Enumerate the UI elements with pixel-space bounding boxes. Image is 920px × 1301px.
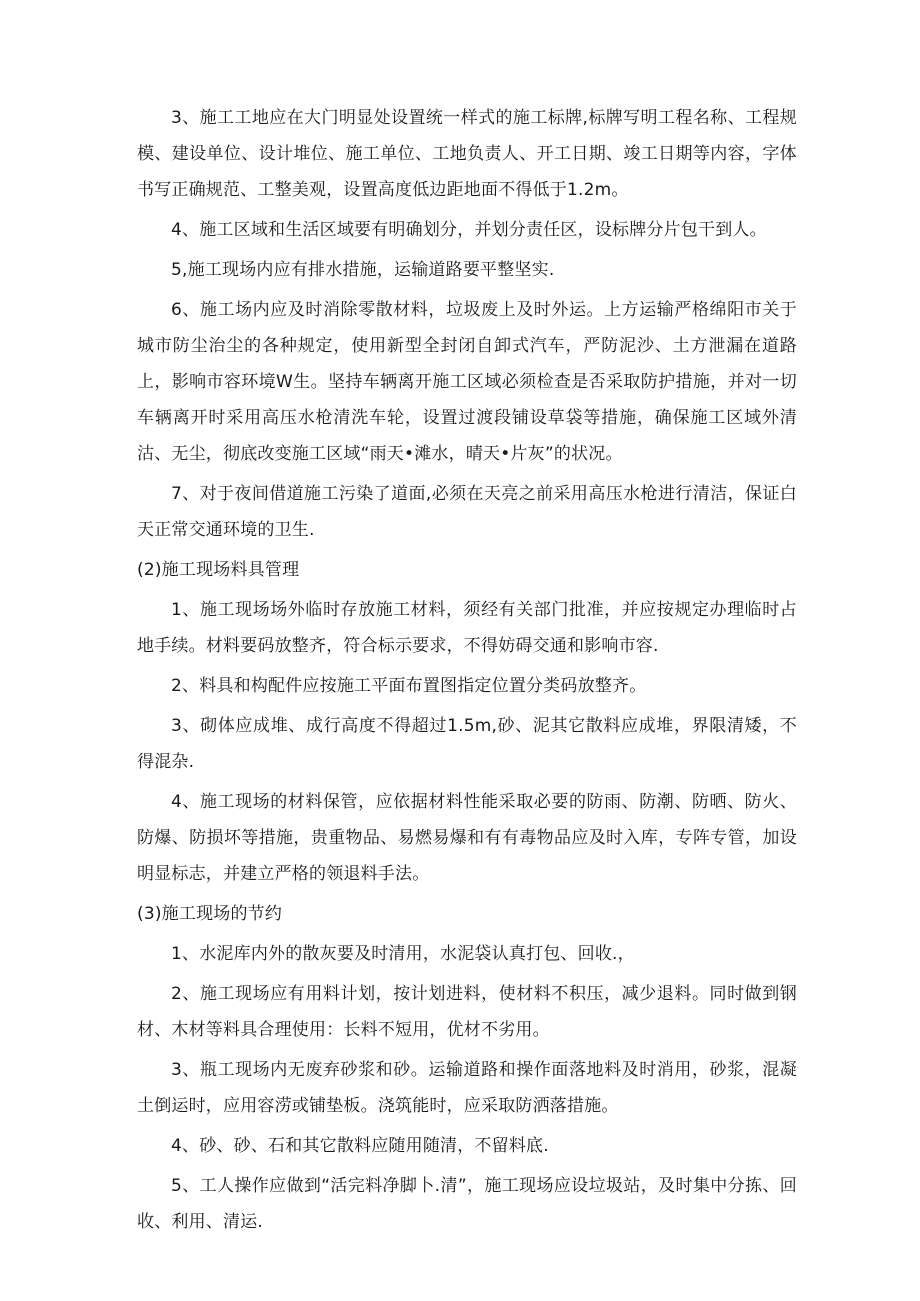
paragraph-signage-rule: 3、施工工地应在大门明显处设置统一样式的施工标牌,标牌写明工程名称、工程规模、建设单位、设计堆位、施工单位、工地负责人、开工日期、竣工日期等内容，字体书写正确规范、工整美观，设置高度低边距地面不得低于1.2m。 bbox=[137, 108, 797, 200]
paragraph-mortar-waste: 3、瓶工现场内无废弃砂浆和砂。运输道路和操作面落地料及时消用，砂浆，混凝土倒运时，应用容涝或铺垫板。浇筑能时，应采取防洒落措施。 bbox=[137, 1060, 797, 1116]
paragraph-material-plan: 2、施工现场应有用料计划，按计划进料，使材料不积压，减少退料。同时做到钢材、木材等料具合理使用：长料不短用，优材不劣用。 bbox=[137, 984, 797, 1040]
section-heading-site-saving: (3)施工现场的节约 bbox=[137, 904, 283, 924]
paragraph-loose-materials: 4、砂、砂、石和其它散料应随用随清，不留料底. bbox=[171, 1136, 549, 1156]
paragraph-offsite-storage: 1、施工现场场外临时存放施工材料，须经有关部门批准，并应按规定办理临时占地手续。材料要码放整齐，符合标示要求，不得妨碍交通和影响市容. bbox=[137, 600, 797, 656]
paragraph-masonry-stacking: 3、砌体应成堆、成行高度不得超过1.5m,砂、泥其它散料应成堆，界限清矮，不得混杂. bbox=[137, 716, 797, 772]
document-body bbox=[137, 100, 797, 1244]
paragraph-material-storage: 4、施工现场的材料保管，应依据材料性能采取必要的防雨、防潮、防晒、防火、防爆、防损坏等措施，贵重物品、易燃易爆和有有毒物品应及时入库，专阵专管，加设明显标志，并建立严格的领退料手法。 bbox=[137, 792, 797, 884]
paragraph-component-stacking: 2、料具和构配件应按施工平面布置图指定位置分类码放整齐。 bbox=[171, 676, 647, 696]
paragraph-cement-cleanup: 1、水泥库内外的散灰要及时清用，水泥袋认真打包、回收.， bbox=[171, 944, 635, 964]
paragraph-zone-division: 4、施工区域和生活区域要有明确划分，并划分责任区，设标牌分片包干到人。 bbox=[171, 220, 767, 240]
section-heading-materials-management: (2)施工现场料具管理 bbox=[137, 560, 300, 580]
paragraph-drainage: 5,施工现场内应有排水措施，运输道路要平整坚实. bbox=[171, 260, 555, 280]
paragraph-worker-cleanup: 5、工人操作应做到“活完料净脚卜.清”，施工现场应设垃圾站，及时集中分拣、回收、利用、清运. bbox=[137, 1176, 797, 1232]
paragraph-waste-removal: 6、施工场内应及时消除零散材料，垃圾废上及时外运。上方运输严格绵阳市关于城市防尘治尘的各种规定，使用新型全封闭自卸式汽车，严防泥沙、土方泄漏在道路上，影响市容环境W生。坚持车辆离开施工区域必须检查是否采取防护措施，并对一切车辆离开时采用高压水枪清洗车轮，设置过渡段铺设草袋等措施，确保施工区域外清沽、无尘，彻底改变施工区域“雨天•滩水，晴天•片灰”的状况。 bbox=[137, 300, 797, 464]
paragraph-night-cleaning: 7、对于夜间借道施工污染了道面,必须在天亮之前采用高压水枪进行清洁，保证白天正常交通环境的卫生. bbox=[137, 484, 797, 540]
